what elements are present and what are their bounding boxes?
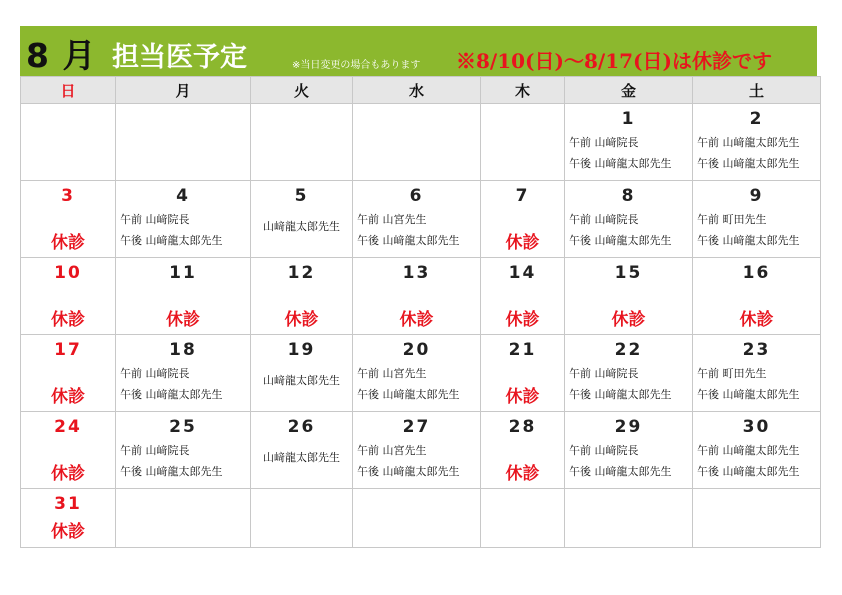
day-number: 26	[287, 417, 316, 437]
day-number: 16	[742, 263, 771, 283]
am-doctor: 午前 山﨑龍太郎先生	[697, 444, 800, 457]
week-row	[21, 258, 821, 335]
weekday-thu: 木	[481, 77, 565, 104]
pm-doctor: 午後 山﨑龍太郎先生	[569, 157, 672, 170]
day-number: 10	[54, 263, 82, 283]
month-label: 8 月	[26, 36, 97, 75]
day-number: 5	[294, 186, 309, 206]
day-cell-sun	[21, 104, 116, 181]
weekday-mon: 月	[116, 77, 251, 104]
day-number: 23	[742, 340, 771, 360]
doctor-all-day: 山﨑龍太郎先生	[263, 374, 340, 387]
day-number: 27	[402, 417, 431, 437]
pm-doctor: 午後 山﨑龍太郎先生	[697, 157, 800, 170]
am-doctor: 午前 山﨑院長	[569, 136, 639, 149]
day-cell-mon	[116, 412, 251, 489]
closed-label: 休診	[505, 387, 540, 407]
weekday-sun: 日	[21, 77, 116, 104]
am-doctor: 午前 山﨑龍太郎先生	[697, 136, 800, 149]
day-cell-wed	[353, 489, 481, 548]
day-number: 11	[169, 263, 197, 283]
title-banner	[20, 26, 817, 76]
day-cell-tue	[251, 412, 353, 489]
day-cell-fri	[565, 181, 693, 258]
day-cell-sat	[693, 335, 821, 412]
day-cell-fri	[565, 104, 693, 181]
am-doctor: 午前 山﨑院長	[569, 444, 639, 457]
am-doctor: 午前 町田先生	[697, 213, 767, 226]
week-row	[21, 181, 821, 258]
pm-doctor: 午後 山﨑龍太郎先生	[569, 388, 672, 401]
pm-doctor: 午後 山﨑龍太郎先生	[569, 465, 672, 478]
weekday-wed: 水	[353, 77, 481, 104]
am-doctor: 午前 町田先生	[697, 367, 767, 380]
day-number: 12	[287, 263, 316, 283]
pm-doctor: 午後 山﨑龍太郎先生	[697, 234, 800, 247]
day-cell-mon	[116, 104, 251, 181]
day-number: 24	[54, 417, 82, 437]
day-cell-thu	[481, 335, 565, 412]
day-number: 22	[614, 340, 643, 360]
weekday-fri: 金	[565, 77, 693, 104]
pm-doctor: 午後 山﨑龍太郎先生	[357, 388, 460, 401]
am-doctor: 午前 山宮先生	[357, 367, 427, 380]
day-number: 25	[169, 417, 197, 437]
day-cell-sun	[21, 335, 116, 412]
day-number: 19	[287, 340, 316, 360]
pm-doctor: 午後 山﨑龍太郎先生	[120, 465, 223, 478]
day-cell-wed	[353, 335, 481, 412]
day-cell-thu	[481, 489, 565, 548]
am-doctor: 午前 山﨑院長	[120, 213, 190, 226]
pm-doctor: 午後 山﨑龍太郎先生	[569, 234, 672, 247]
day-cell-sat	[693, 412, 821, 489]
day-cell-sat	[693, 104, 821, 181]
day-number: 28	[508, 417, 537, 437]
day-cell-mon	[116, 489, 251, 548]
pm-doctor: 午後 山﨑龍太郎先生	[697, 388, 800, 401]
holiday-notice: ※8/10(日)〜8/17(日)は休診です	[456, 49, 772, 73]
closed-label: 休診	[51, 464, 85, 484]
day-cell-mon	[116, 258, 251, 335]
day-cell-sat	[693, 258, 821, 335]
calendar-grid	[20, 76, 821, 548]
doctor-all-day: 山﨑龍太郎先生	[263, 220, 340, 233]
pm-doctor: 午後 山﨑龍太郎先生	[120, 234, 223, 247]
closed-label: 休診	[505, 464, 540, 484]
day-cell-sun	[21, 412, 116, 489]
day-cell-sun	[21, 258, 116, 335]
day-cell-wed	[353, 412, 481, 489]
week-row	[21, 104, 821, 181]
day-cell-sat	[693, 489, 821, 548]
pm-doctor: 午後 山﨑龍太郎先生	[357, 234, 460, 247]
day-number: 2	[749, 109, 764, 129]
day-cell-fri	[565, 489, 693, 548]
day-cell-tue	[251, 258, 353, 335]
day-cell-mon	[116, 335, 251, 412]
day-cell-wed	[353, 181, 481, 258]
pm-doctor: 午後 山﨑龍太郎先生	[697, 465, 800, 478]
calendar-body	[21, 104, 821, 548]
weekday-header-row	[21, 77, 821, 104]
pm-doctor: 午後 山﨑龍太郎先生	[357, 465, 460, 478]
page-title: 担当医予定	[112, 42, 247, 73]
day-cell-wed	[353, 104, 481, 181]
weekday-sat: 土	[693, 77, 821, 104]
day-number: 6	[409, 186, 424, 206]
am-doctor: 午前 山宮先生	[357, 213, 427, 226]
closed-label: 休診	[284, 310, 319, 330]
day-number: 8	[621, 186, 636, 206]
day-number: 14	[508, 263, 537, 283]
day-cell-fri	[565, 335, 693, 412]
day-cell-sun	[21, 489, 116, 548]
day-number: 21	[508, 340, 537, 360]
change-note: ※当日変更の場合もあります	[292, 60, 421, 71]
closed-label: 休診	[51, 310, 85, 330]
day-number: 18	[169, 340, 197, 360]
am-doctor: 午前 山﨑院長	[569, 213, 639, 226]
closed-label: 休診	[51, 522, 85, 542]
day-cell-tue	[251, 489, 353, 548]
week-row	[21, 335, 821, 412]
closed-label: 休診	[51, 233, 85, 253]
closed-label: 休診	[166, 310, 200, 330]
am-doctor: 午前 山宮先生	[357, 444, 427, 457]
day-number: 31	[54, 494, 82, 514]
day-cell-tue	[251, 181, 353, 258]
day-cell-thu	[481, 181, 565, 258]
day-number: 3	[61, 186, 75, 206]
closed-label: 休診	[611, 310, 646, 330]
day-cell-tue	[251, 104, 353, 181]
weekday-tue: 火	[251, 77, 353, 104]
day-cell-tue	[251, 335, 353, 412]
day-number: 20	[402, 340, 431, 360]
pm-doctor: 午後 山﨑龍太郎先生	[120, 388, 223, 401]
day-cell-mon	[116, 181, 251, 258]
closed-label: 休診	[399, 310, 434, 330]
closed-label: 休診	[505, 233, 540, 253]
day-cell-sat	[693, 181, 821, 258]
day-number: 30	[742, 417, 771, 437]
day-number: 29	[614, 417, 643, 437]
calendar	[20, 26, 817, 548]
day-number: 7	[515, 186, 530, 206]
day-cell-fri	[565, 258, 693, 335]
day-number: 13	[402, 263, 431, 283]
day-number: 9	[749, 186, 764, 206]
am-doctor: 午前 山﨑院長	[120, 444, 190, 457]
day-number: 4	[176, 186, 190, 206]
doctor-all-day: 山﨑龍太郎先生	[263, 451, 340, 464]
closed-label: 休診	[51, 387, 85, 407]
week-row	[21, 412, 821, 489]
day-cell-thu	[481, 104, 565, 181]
day-cell-fri	[565, 412, 693, 489]
closed-label: 休診	[505, 310, 540, 330]
closed-label: 休診	[739, 310, 774, 330]
day-cell-sun	[21, 181, 116, 258]
day-number: 17	[54, 340, 82, 360]
am-doctor: 午前 山﨑院長	[120, 367, 190, 380]
day-number: 1	[621, 109, 636, 129]
day-number: 15	[614, 263, 643, 283]
day-cell-thu	[481, 258, 565, 335]
am-doctor: 午前 山﨑院長	[569, 367, 639, 380]
day-cell-wed	[353, 258, 481, 335]
week-row	[21, 489, 821, 548]
day-cell-thu	[481, 412, 565, 489]
